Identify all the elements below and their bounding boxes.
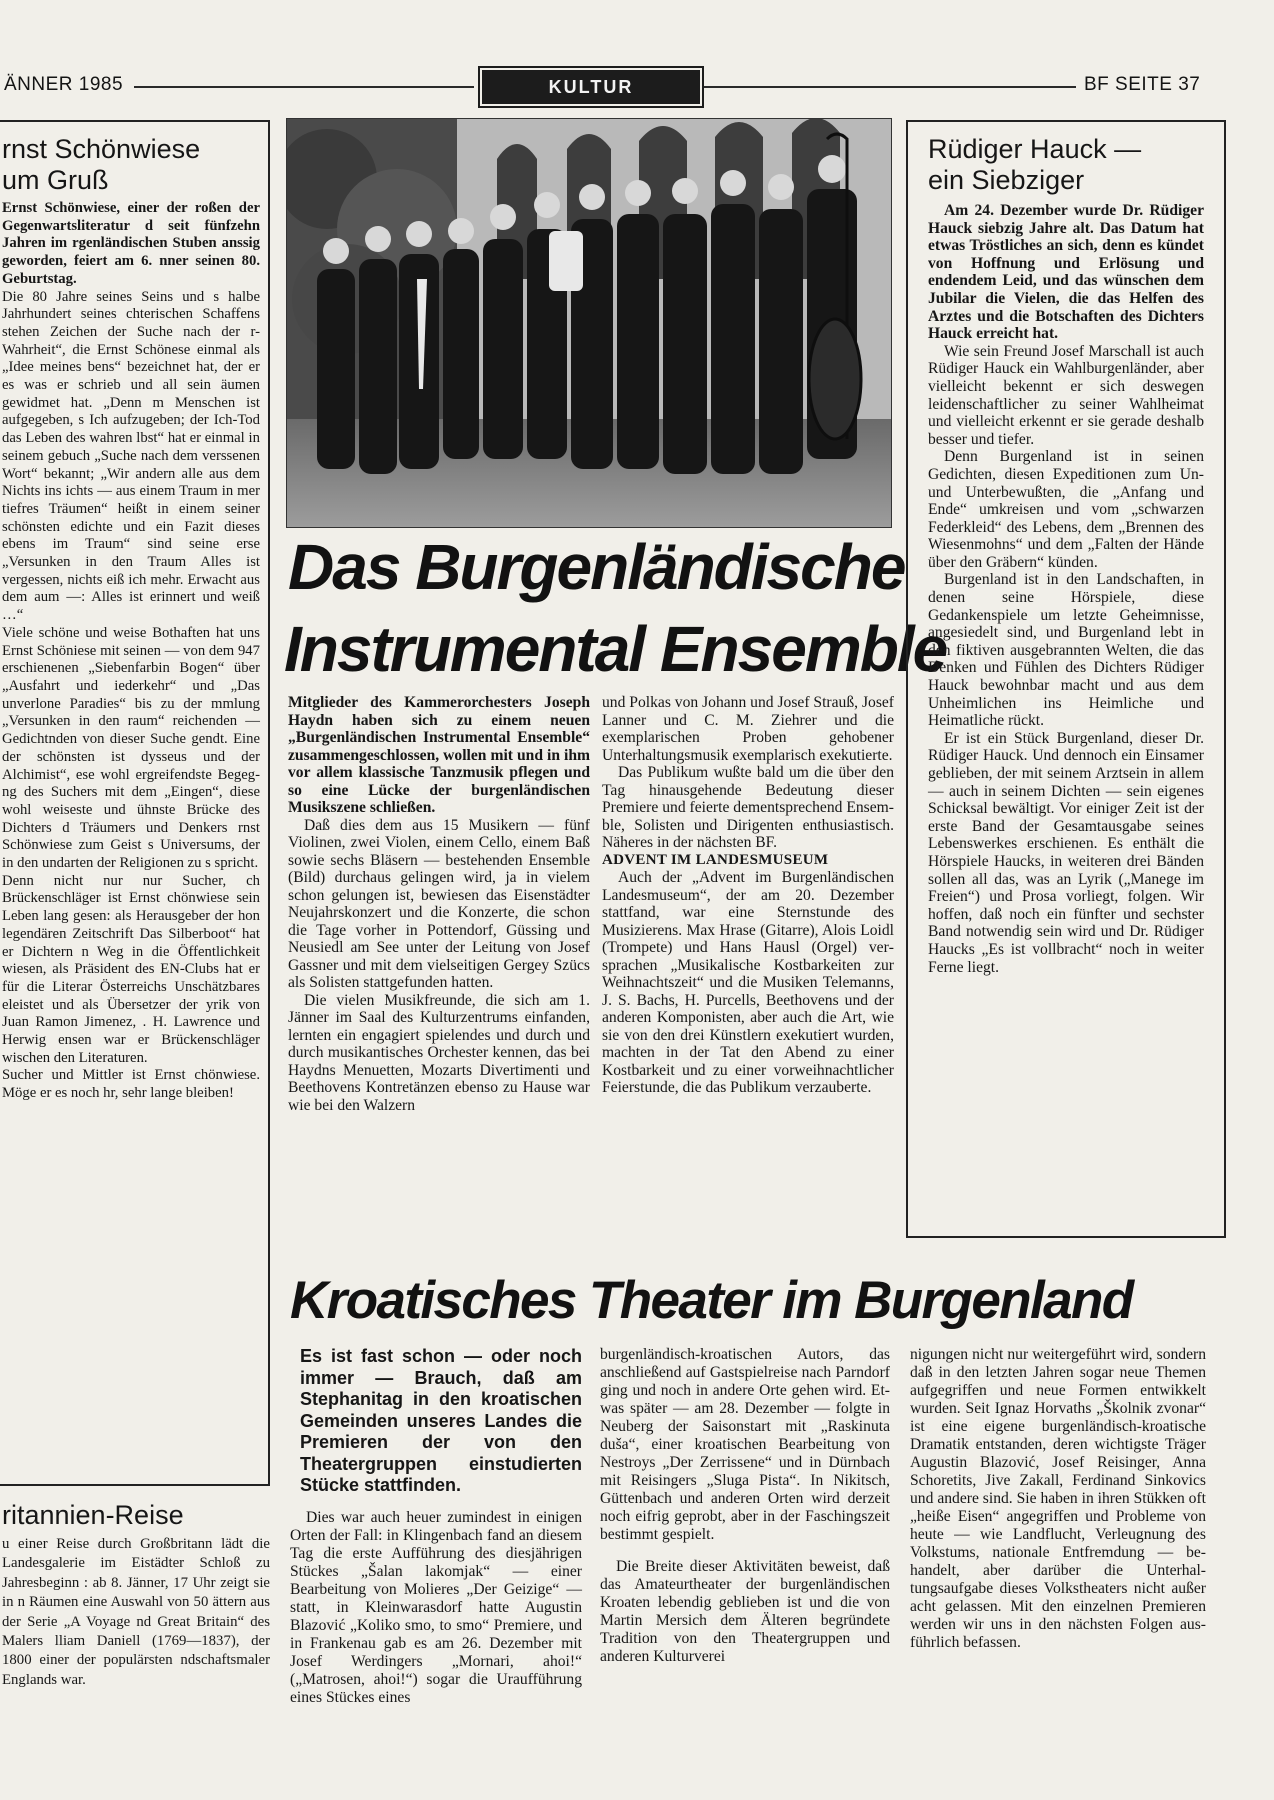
issue-date: ÄNNER 1985: [4, 74, 124, 95]
britannien-text: u einer Reise durch Großbritann lädt die Landesgalerie im Eistädter Schloß zu Jahresbeginn : ab 8. Jänner, 17 Uhr zeigt sie in n Räumen eine Auswahl von 50 ättern aus der Serie „A Voyage nd Great Britain“ des Malers lliam Daniell (1769—1837), der 1800 einer der populärsten ndschaftsmaler Englands war.: [2, 1536, 270, 1688]
left-article-lead: Ernst Schönwiese, einer der roßen der Gegenwartsliteratur d seit fünfzehn Jahren im rgenländischen Stuben anssig geworden, feiert am 6. nner seinen 80. Geburtstag.: [2, 200, 260, 287]
theater-paragraph: Die Breite dieser Aktivitäten beweist, daß das Amateurtheater der burgenländischen Kroaten lebendig geblieben ist und die von Martin Mersich dem Älteren begründete Tradition von den Theatergruppen und anderen Kulturverei: [600, 1558, 890, 1665]
ensemble-column-2: [602, 694, 894, 1097]
ensemble-photo: [286, 118, 892, 528]
britannien-body: [2, 1535, 270, 1690]
advent-subhead: ADVENT IM LANDESMUSEUM: [602, 851, 829, 868]
header-rule-left: [134, 86, 474, 88]
ensemble-paragraph: und Polkas von Johann und Josef Strauß, Josef Lanner und C. M. Ziehrer und die exemplarischen Proben gehobener Unterhaltungsmusik exemplarisch exekutierte.: [602, 694, 894, 764]
left-article-paragraph: Denn nicht nur nur Sucher, ch Brückenschläger ist Ernst chönwiese sein Leben lang gesen: als Herausgeber der hon legendären Zeitschrift Das Silberboot“ hat er Dichtern n Weg in die Öffentlichkeit wiesen, als Präsident des EN-Clubs hat er für die Literar Österreichs Unschätzbares eleistet und als Übersetzer der yrik von Juan Ramon Jimenez, . H. Lawrence und Herwig ensen war er Brückenschläger wischen den Literaturen.: [2, 872, 260, 1066]
left-article: [2, 134, 260, 1103]
left-article-paragraph: Viele schöne und weise Bothaften hat uns Ernst Schöniese mit seinen — von dem 947 erschienenen „Siebenfarbin Bogen“ über „Ausfahrt und iederkehr“ und „Das unverlone Paradies“ bis zu der mmlung „Versunken in den raum“ reichenden — Gedichtnden von dieser Suche gendt. Eine der schönsten ist dysseus und der Alchimist“, ese wohl ergreifendste Begegng des Suchers mit dem „Eingen“, diese wohl weiseste und ühnste Brücke des Dichters d Träumers und Denkers rnst Schönwiese zum Geist s Universums, der in den undarten der Religionen zu s spricht.: [2, 624, 260, 872]
right-article-paragraph: Er ist ein Stück Burgenland, dieser Dr. Rüdiger Hauck. Und dennoch ein Einsamer geblieben, der mit seinem Arztsein in allem — auch in seinem Dichten — sein eigenes Schicksal bewältigt. Vor einiger Zeit ist der erste Band der Gesamtausgabe seines Lebenswerkes erschienen. Es enthält die Hörspiele Haucks, in weiteren drei Bänden sollen all das, was an Lyrik („Manege im Freien“) und Prosa vorliegt, folgen. Wir hoffen, daß noch ein fünfter und sechster Band notwendig sein wird und Dr. Rüdiger Haucks „Es ist vollbracht“ noch in weiter Ferne liegt.: [928, 729, 1204, 976]
ensemble-lead: Mitglieder des Kammerorchesters Joseph Haydn haben sich zu einem neuen „Burgenländischen Instrumental Ensemble“ zusammengeschlossen, wollen mit und in ihm vor allem klassische Tanzmusik pflegen und so eine Lücke der burgenländischen Musikszene schließen.: [288, 694, 590, 816]
theater-column-3: [910, 1346, 1206, 1652]
theater-paragraph: burgenländisch-kroatischen Autors, das anschließend auf Gastspielreise nach Parndorf ging und noch in andere Orte gehen wird. Etwas später — am 28. Dezember — folgte in Neuberg der Saisonstart mit „Raskinuta duša“, einer kroatischen Bearbeitung von Nestroys „Der Zerrissene“ und in Dürnbach mit Reisingers „Sluga Pista“. In Nikitsch, Güttenbach und anderen Orten wird derzeit noch eifrig geprobt, aber in der Faschingszeit bestimmt gespielt.: [600, 1346, 890, 1543]
left-article-paragraph: Die 80 Jahre seines Seins und s halbe Jahrhundert seines chterischen Schaffens stehen Zeichen der Suche nach der r-Wahrheit“, die Ernst Schönese einmal als „Idee meines bens“ bezeichnet hat, der er es was er schrieb und all sein äumen gewidmet hat. „Denn m Menschen ist aufgegeben, s Ich aufzugeben; der Ich-Tod das Leben des wahren lbst“ hat er einmal in seinem gebuch „Suche nach dem verssenen Wort“ bekannt; „Wir andern alle aus dem Nichts ins ichts — aus einem Traum in mer tiefres Träumen“ heißt in einem seiner schönsten edichte und ein Fazit dieses ebens im Traum“ sind seine erse „Versunken in den Traum Alles ist vergessen, nichts eiß ich mehr. Erwacht aus dem aum —: Alles ist erinnert und weiß …“: [2, 288, 260, 624]
ensemble-headline-line2: Instrumental Ensemble: [284, 613, 947, 685]
header-rule-right: [704, 86, 1076, 88]
right-article-title-line1: Rüdiger Hauck —: [928, 134, 1142, 164]
page-number: BF SEITE 37: [1084, 74, 1201, 95]
right-article-lead: Am 24. Dezember wurde Dr. Rüdiger Hauck siebzig Jahre alt. Das Datum hat etwas Tröstliches an sich, denn es kündet von Hoffnung und Erlösung und endendem Leid, und das wünschen dem Jubilar die Vielen, die das Helfen des Arztes und die Botschaften des Dichters Hauck erreicht hat.: [928, 202, 1204, 343]
ensemble-paragraph: Die vielen Musikfreunde, die sich am 1. Jänner im Saal des Kulturzentrums einfanden, lernten ein engagiert spielendes und durch und durch musikantisches Orchester kennen, das bei Haydns Menuetten, Mozarts Divertimenti und Beethovens Kontretänzen ebenso zu Hause war wie bei den Walzern: [288, 991, 590, 1114]
right-article-title-line2: ein Siebziger: [928, 165, 1085, 195]
theater-headline: Kroatisches Theater im Burgenland: [290, 1271, 1133, 1330]
theater-lead: Es ist fast schon — oder noch immer — Brauch, daß am Stephanitag in den kroatischen Gemeinden unseres Landes die Premieren der von den Theatergruppen einstudierten Stücke stattfinden.: [300, 1346, 582, 1495]
britannien-title: ritannien-Reise: [2, 1500, 184, 1530]
britannien-article: [2, 1500, 272, 1690]
right-article-paragraph: Burgenland ist in den Landschaften, in denen seine Hörspiele, diese Gedankenspiele um letzte Geheimnisse, angesiedelt sind, und Burgenland lebt in den fiktiven ausgebrannten Welten, die das Denken und Fühlen des Dichters Rüdiger Hauck bewohnbar macht und aus dem Unheimlichen ins Heimliche und Heimatliche rückt.: [928, 571, 1204, 730]
left-article-title-line1: rnst Schönwiese: [2, 134, 201, 164]
right-article: [928, 134, 1208, 976]
ensemble-column-1: [288, 694, 590, 1114]
right-article-paragraph: Denn Burgenland ist in seinen Gedichten, diesen Expeditionen zum Un- und Unterbewußten, die „Anfang und Ende“ umkreisen und vom „schwarzen Federkleid“ des Lebens, dem „Brennen des Wiesenmohns“ und dem „Falten der Hände über den Gräbern“ künden.: [928, 448, 1204, 571]
section-label: KULTUR: [482, 70, 700, 104]
theater-column-1: [290, 1346, 582, 1707]
right-article-body: [928, 202, 1204, 976]
ensemble-paragraph: Das Publikum wußte bald um die über den Tag hinausgehende Bedeutung dieser Premiere und feierte dementsprechend Ensemble, Solisten und Dirigenten enthusiastisch. Näheres in der nächsten BF.: [602, 764, 894, 851]
theater-paragraph: Dies war auch heuer zumindest in einigen Orten der Fall: in Klingenbach fand an diesem Tag die erste Aufführung des diesjährigen Stückes „Šalan lakomjak“ — einer Bearbeitung von Molieres „Der Geizige“ — statt, in Kleinwarasdorf hatte Augustin Blazović „Koliko smo, to smo“ Premiere, und in Frankenau gab es am 26. Dezember mit Josef Werdingers „Mornari, ahoi!“ („Matrosen, ahoi!“) sogar die Uraufführung eines Stückes eines: [290, 1508, 582, 1706]
left-article-paragraph: Sucher und Mittler ist Ernst chönwiese. Möge er es noch hr, sehr lange bleiben!: [2, 1067, 260, 1102]
theater-paragraph: nigungen nicht nur weitergeführt wird, sondern daß in den letzten Jahren sogar neue Themen aufgegriffen und neue Formen entwikkelt wurden. Seit Ignaz Horvaths „Školnik zvonar“ ist eine eigene burgenländisch-kroatische Dramatik entstanden, deren wichtigste Träger Augustin Blazović, Josef Reisinger, Anna Schoretits, Jive Zakall, Ferdinand Sinkovics und andere sind. Sie haben in ihren Stükken oft „heiße Eisen“ angegriffen und Probleme von heute — wie Landflucht, Verleugnung des Volkstums, nationale Entfremdung — behandelt, aber darüber die Unterhaltungsaufgabe dieses Volkstheaters nicht außer acht gelassen. Mit den einzelnen Premieren werden wir uns in den nächsten Folgen ausführlich befassen.: [910, 1346, 1206, 1651]
left-article-body: [2, 200, 260, 1103]
left-article-title-line2: um Gruß: [2, 165, 109, 195]
ensemble-headline-line1: Das Burgenländische: [288, 531, 905, 603]
theater-column-2: [600, 1346, 890, 1666]
ensemble-paragraph: Daß dies dem aus 15 Musikern — fünf Violinen, zwei Violen, einem Cello, einem Baß sowie sechs Bläsern — bestehenden Ensemble (Bild) durchaus gelingen wird, ja in vielem schon gelungen ist, bewiesen das Eisenstädter Neujahrskonzert und die Konzerte, die schon die Tage vorher in Pottendorf, Güssing und Neusiedl am See unter der Leitung von Josef Gassner und mit dem vielseitigen Gergey Szücs als Solisten stattgefunden hatten.: [288, 816, 590, 991]
advent-paragraph: Auch der „Advent im Burgenländischen Landesmuseum“, der am 20. Dezember stattfand, war eine Sternstunde des Musizierens. Max Hrase (Gitarre), Alois Loidl (Trompete) und Hans Hausl (Orgel) versprachen „Musikalische Kostbarkeiten zur Weihnachtszeit“ und die Musiken Telemanns, J. S. Bachs, H. Purcells, Beethovens und der anderen Komponisten, aber auch die Art, wie sie von den drei Künstlern exekutiert wurden, machten in der Tat den Abend zu einer Kostbarkeit und zu einer vorweihnachtlicher Feierstunde, die das Publikum verzauberte.: [602, 869, 894, 1096]
theater-column-1-body: [290, 1509, 582, 1707]
right-article-paragraph: Wie sein Freund Josef Marschall ist auch Rüdiger Hauck ein Wahlburgenländer, aber vielleicht bekennt er sich deswegen leidenschaftlicher zu seiner Wahlheimat und vielleicht erkennt er sie gerade deshalb besser und tiefer.: [928, 342, 1204, 448]
